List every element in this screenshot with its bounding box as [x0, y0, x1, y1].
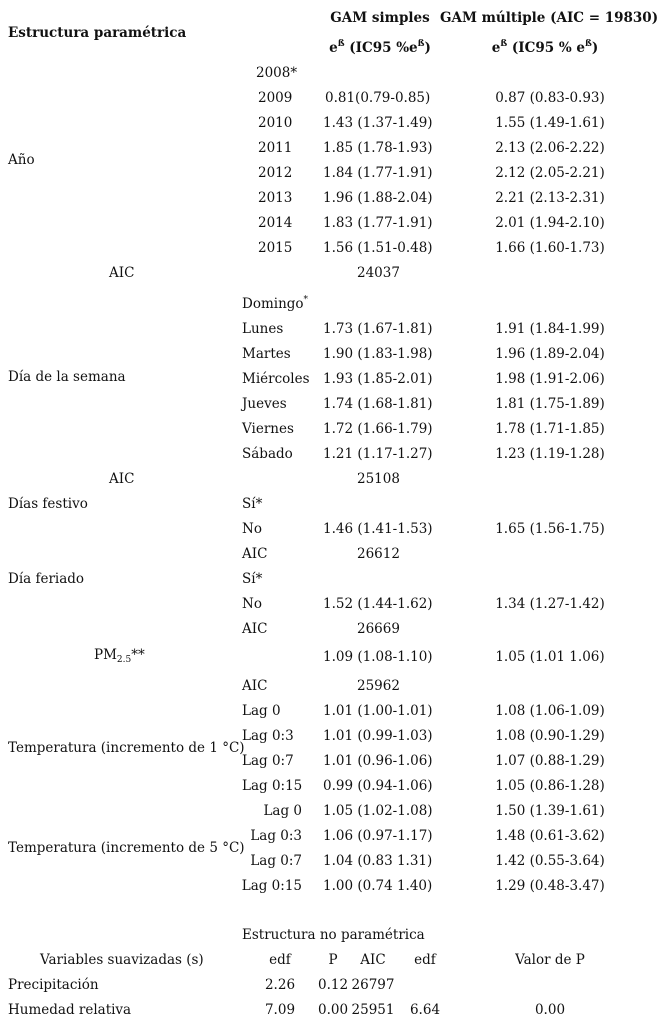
temp1-level: Lag 0:7 [242, 753, 294, 769]
year-level: 2012 [258, 165, 293, 181]
temp1-level: Lag 0:3 [242, 728, 294, 744]
weekday-multiple: 1.98 (1.91-2.06) [495, 371, 605, 387]
feriado-aic-label: AIC [242, 621, 268, 637]
weekday-ref: Domingo* [242, 295, 309, 312]
temp5-multiple: 1.48 (0.61-3.62) [495, 828, 605, 844]
year-simple: 1.85 (1.78-1.93) [323, 140, 433, 156]
weekday-aic-value: 25108 [357, 471, 400, 487]
header-multiple-title: GAM múltiple (AIC = 19830) [440, 10, 659, 26]
year-ref: 2008* [256, 65, 298, 81]
temp5-multiple: 1.50 (1.39-1.61) [495, 803, 605, 819]
pm-multiple: 1.05 (1.01 1.06) [495, 649, 605, 665]
feriado-simple: 1.52 (1.44-1.62) [323, 596, 433, 612]
year-simple: 1.84 (1.77-1.91) [323, 165, 433, 181]
nonparam-aic: 26797 [351, 977, 395, 993]
year-simple: 0.81(0.79-0.85) [325, 90, 431, 106]
festivo-multiple: 1.65 (1.56-1.75) [495, 521, 605, 537]
weekday-multiple: 1.23 (1.19-1.28) [495, 446, 605, 462]
year-multiple: 2.21 (2.13-2.31) [495, 190, 605, 206]
festivo-ref: Sí* [242, 496, 263, 512]
temp1-simple: 0.99 (0.94-1.06) [323, 778, 433, 794]
temp5-level: Lag 0:15 [241, 878, 302, 894]
weekday-multiple: 1.81 (1.75-1.89) [495, 396, 605, 412]
nonparam-p: 0.00 [318, 1002, 349, 1018]
temp5-label: Temperatura (incremento de 5 °C) [8, 840, 245, 856]
nonparam-pvalue: 0.00 [534, 1002, 566, 1018]
header-simple-subtitle: $e^ß$ (IC95 $\%e^ß$) [329, 39, 431, 56]
nonparam-edf2: 6.64 [409, 1002, 441, 1018]
weekday-simple: 1.74 (1.68-1.81) [323, 396, 433, 412]
nonparam-edf: 2.26 [264, 977, 296, 993]
pm-label: $PM_{2.5}**$ [94, 647, 145, 665]
year-level: 2009 [258, 90, 293, 106]
year-level: 2010 [258, 115, 293, 131]
weekday-simple: 1.90 (1.83-1.98) [323, 346, 433, 362]
temp5-level: Lag 0 [263, 803, 302, 819]
nonparam-title: Estructura no paramétrica [242, 927, 425, 943]
feriado-multiple: 1.34 (1.27-1.42) [495, 596, 605, 612]
temp5-level: Lag 0:3 [250, 828, 302, 844]
header-simple-title: GAM simples [330, 10, 430, 26]
nonparam-aic: 25951 [351, 1002, 395, 1018]
temp1-multiple: 1.08 (1.06-1.09) [495, 703, 605, 719]
nonparam-name: Humedad relativa [8, 1002, 132, 1018]
festivo-aic-value: 26612 [357, 546, 400, 562]
weekday-aic-label: AIC [109, 471, 135, 487]
nonparam-header-pvalue: Valor de P [515, 952, 585, 968]
weekday-level: Jueves [242, 396, 287, 412]
temp5-multiple: 1.42 (0.55-3.64) [495, 853, 605, 869]
temp5-multiple: 1.29 (0.48-3.47) [495, 878, 605, 894]
weekday-simple: 1.21 (1.17-1.27) [323, 446, 433, 462]
weekday-level: Lunes [242, 321, 284, 337]
festivo-simple: 1.46 (1.41-1.53) [323, 521, 433, 537]
festivo-label: Días festivo [8, 496, 88, 512]
nonparam-name: Precipitación [8, 977, 99, 993]
temp1-simple: 1.01 (0.99-1.03) [323, 728, 433, 744]
header-multiple-subtitle: $e^ß$ (IC95 % $e^ß$) [491, 39, 599, 56]
year-simple: 1.43 (1.37-1.49) [323, 115, 433, 131]
year-simple: 1.56 (1.51-0.48) [323, 240, 433, 256]
nonparam-p: 0.12 [318, 977, 349, 993]
year-aic-label: AIC [109, 265, 135, 281]
nonparam-header-edf2: edf [414, 952, 436, 968]
nonparam-header-p: P [328, 952, 338, 968]
temp1-level: Lag 0:15 [242, 778, 303, 794]
year-multiple: 2.12 (2.05-2.21) [495, 165, 605, 181]
weekday-multiple: 1.78 (1.71-1.85) [495, 421, 605, 437]
feriado-aic-value: 26669 [357, 621, 400, 637]
temp5-simple: 1.05 (1.02-1.08) [323, 803, 433, 819]
nonparam-header-aic: AIC [360, 952, 386, 968]
feriado-label: Día feriado [8, 571, 85, 587]
temp1-multiple: 1.08 (0.90-1.29) [495, 728, 605, 744]
temp1-simple: 1.01 (1.00-1.01) [323, 703, 433, 719]
year-aic-value: 24037 [357, 265, 400, 281]
weekday-level: Sábado [242, 446, 293, 462]
weekday-multiple: 1.91 (1.84-1.99) [495, 321, 605, 337]
header-param-title: Estructura paramétrica [8, 25, 187, 41]
weekday-simple: 1.93 (1.85-2.01) [323, 371, 433, 387]
weekday-level: Viernes [242, 421, 294, 437]
festivo-aic-label: AIC [242, 546, 268, 562]
temp5-simple: 1.06 (0.97-1.17) [323, 828, 433, 844]
year-label: Año [8, 152, 35, 168]
weekday-multiple: 1.96 (1.89-2.04) [495, 346, 605, 362]
weekday-level: Miércoles [242, 371, 310, 387]
year-multiple: 2.13 (2.06-2.22) [495, 140, 605, 156]
nonparam-header-edf: edf [269, 952, 291, 968]
year-multiple: 1.55 (1.49-1.61) [495, 115, 605, 131]
temp1-label: Temperatura (incremento de 1 °C) [8, 740, 245, 756]
festivo-level: No [242, 521, 262, 537]
year-level: 2014 [258, 215, 293, 231]
weekday-simple: 1.73 (1.67-1.81) [323, 321, 433, 337]
temp5-level: Lag 0:7 [250, 853, 302, 869]
year-level: 2011 [258, 140, 293, 156]
temp1-multiple: 1.07 (0.88-1.29) [495, 753, 605, 769]
weekday-level: Martes [242, 346, 291, 362]
nonparam-edf: 7.09 [264, 1002, 296, 1018]
nonparam-header-variables: Variables suavizadas (s) [40, 952, 204, 968]
year-simple: 1.96 (1.88-2.04) [323, 190, 433, 206]
pm-simple: 1.09 (1.08-1.10) [323, 649, 433, 665]
year-multiple: 0.87 (0.83-0.93) [495, 90, 605, 106]
feriado-ref: Sí* [242, 571, 263, 587]
temp1-multiple: 1.05 (0.86-1.28) [495, 778, 605, 794]
year-multiple: 1.66 (1.60-1.73) [495, 240, 605, 256]
temp5-simple: 1.04 (0.83 1.31) [323, 853, 433, 869]
pm-aic-value: 25962 [357, 678, 400, 694]
year-level: 2013 [258, 190, 293, 206]
year-level: 2015 [258, 240, 293, 256]
temp5-simple: 1.00 (0.74 1.40) [323, 878, 433, 894]
temp1-level: Lag 0 [242, 703, 281, 719]
weekday-simple: 1.72 (1.66-1.79) [323, 421, 433, 437]
year-simple: 1.83 (1.77-1.91) [323, 215, 433, 231]
year-multiple: 2.01 (1.94-2.10) [495, 215, 605, 231]
feriado-level: No [242, 596, 262, 612]
pm-aic-label: AIC [242, 678, 268, 694]
temp1-simple: 1.01 (0.96-1.06) [323, 753, 433, 769]
weekday-label: Día de la semana [8, 369, 126, 385]
